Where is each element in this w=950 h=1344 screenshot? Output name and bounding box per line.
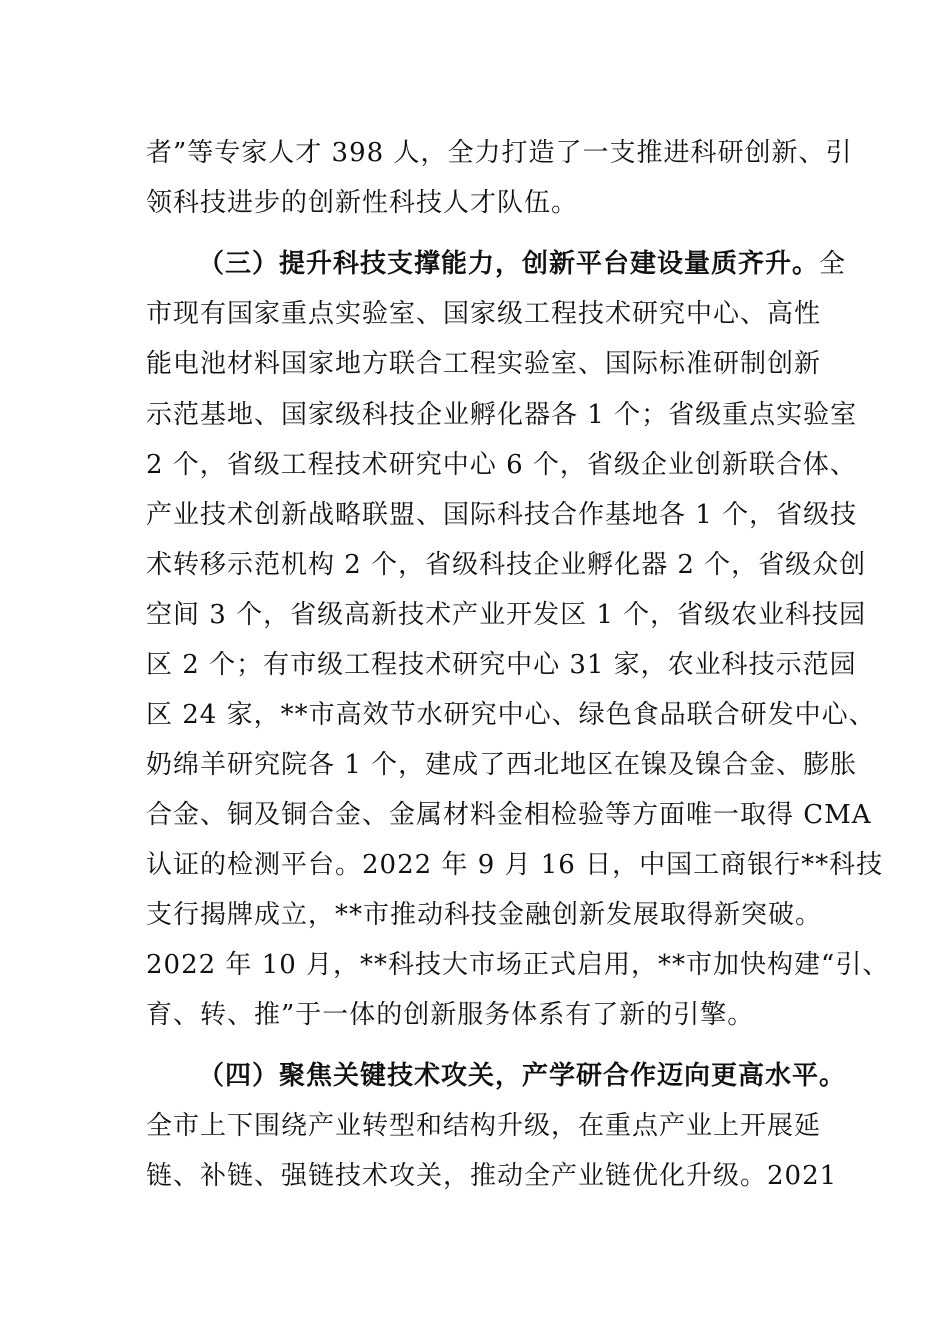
paragraph-line: 者”等专家人才 398 人，全力打造了一支推进科研创新、引 [146, 138, 853, 168]
paragraph-line: 能电池材料国家地方联合工程实验室、国际标准研制创新 [146, 349, 822, 379]
paragraph-line: 育、转、推”于一体的创新服务体系有了新的引擎。 [146, 1000, 755, 1030]
paragraph-line: 认证的检测平台。2022 年 9 月 16 日，中国工商银行**科技 [146, 850, 884, 880]
paragraph-line: 市现有国家重点实验室、国家级工程技术研究中心、高性 [146, 299, 822, 329]
paragraph-line: 区 24 家，**市高效节水研究中心、绿色食品联合研发中心、 [146, 700, 876, 730]
heading-trailing-text: 全 [819, 249, 847, 279]
section-heading-line [198, 246, 847, 282]
paragraph-line: 产业技术创新战略联盟、国际科技合作基地各 1 个，省级技 [146, 500, 858, 530]
section-heading: （三）提升科技支撑能力，创新平台建设量质齐升。 [198, 249, 820, 279]
paragraph-line: 全市上下围绕产业转型和结构升级，在重点产业上开展延 [146, 1111, 822, 1141]
paragraph-line: 空间 3 个，省级高新技术产业开发区 1 个，省级农业科技园 [146, 600, 867, 630]
section-heading: （四）聚焦关键技术攻关，产学研合作迈向更高水平。 [198, 1061, 847, 1091]
paragraph-line: 领科技进步的创新性科技人才队伍。 [146, 188, 579, 218]
paragraph-line: 奶绵羊研究院各 1 个，建成了西北地区在镍及镍合金、膨胀 [146, 750, 858, 780]
paragraph-line: 2 个，省级工程技术研究中心 6 个，省级企业创新联合体、 [146, 450, 857, 480]
paragraph-line: 支行揭牌成立，**市推动科技金融创新发展取得新突破。 [146, 900, 823, 930]
paragraph-line: 合金、铜及铜合金、金属材料金相检验等方面唯一取得 CMA [146, 800, 872, 830]
paragraph-line: 示范基地、国家级科技企业孵化器各 1 个；省级重点实验室 [146, 400, 858, 430]
paragraph-line: 区 2 个；有市级工程技术研究中心 31 家，农业科技示范园 [146, 650, 857, 680]
section-heading-line [198, 1058, 847, 1094]
paragraph-line: 2022 年 10 月，**科技大市场正式启用，**市加快构建“引、 [146, 950, 890, 980]
paragraph-line: 术转移示范机构 2 个，省级科技企业孵化器 2 个，省级众创 [146, 550, 867, 580]
paragraph-line: 链、补链、强链技术攻关，推动全产业链优化升级。2021 [146, 1161, 838, 1191]
